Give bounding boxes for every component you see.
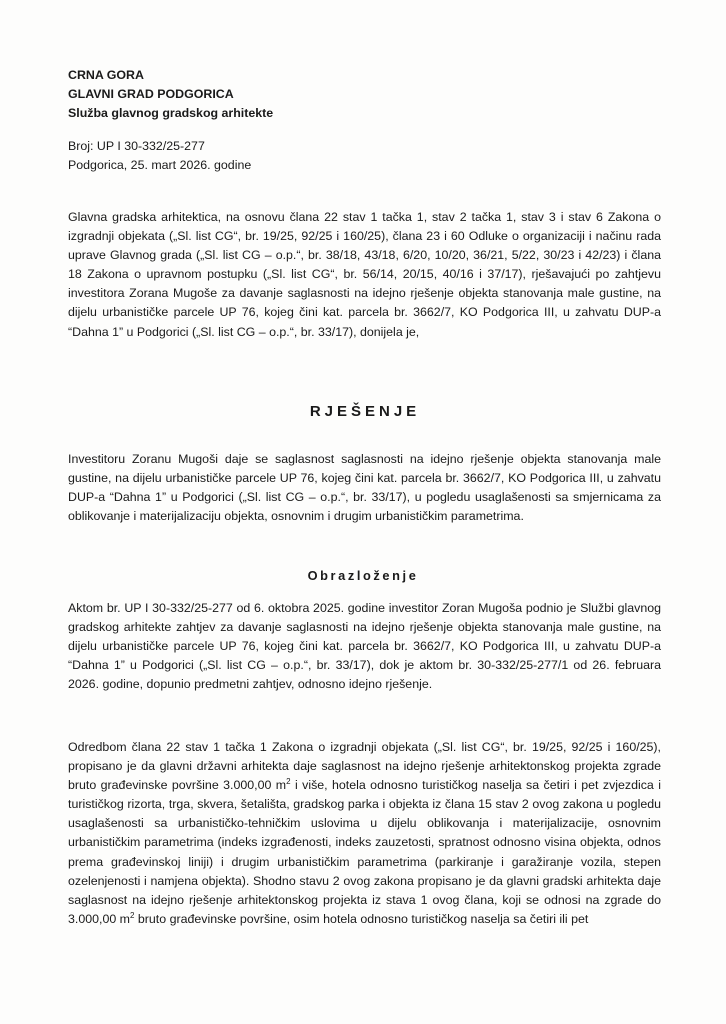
superscript-2: 2	[130, 910, 135, 920]
issuer-service: Služba glavnog gradskog arhitekte	[68, 106, 274, 120]
reasoning-paragraph-1: Aktom br. UP I 30-332/25-277 od 6. oktobra 2025. godine investitor Zoran Mugoša podnio je Službi glavnog gradskog arhitekte zahtjev za davanje saglasnosti na idejno rješenje objekta stanovanja male gustine, na dijelu urbanističke parcele UP 76, kojeg čini kat. parcela br. 3662/7, KO Podgorica III, u zahvatu DUP-a “Dahna 1” u Podgorici („Sl. list CG – o.p.“, br. 33/17), dok je aktom br. 30-332/25-277/1 od 26. februara 2026. godine, dopunio predmetni zahtjev, odnosno idejno rješenje.	[68, 601, 661, 692]
reasoning-p2-text-2: i više, hotela odnosno turističkog naselja sa četiri i pet zvjezdica i turističkog rizorta, trga, skvera, šetališta, gradskog parka i objekta iz člana 15 stav 2 ovog zakona u pogledu usaglašenosti sa urbanističko-tehničkim uslovima u dijelu oblikovanja i materijalizacije, osnovnim urbanističkim parametrima (indeks izgrađenosti, indeks zauzetosti, spratnost odnosno visina objekta, odnos prema građevinskoj liniji) i drugim urbanističkim parametrima (parkiranje i garažiranje vozila, stepen ozelenjenosti i namjena objekta). Shodno stavu 2 ovog zakona propisano je da glavni gradski arhitekta daje saglasnost na idejno rješenje arhitektonskog projekta iz stava 1 ovog člana, koji se odnosi na zgrade do 3.000,00 m	[68, 778, 661, 926]
issuer-country: CRNA GORA	[68, 68, 144, 82]
decision-title: RJEŠENJE	[309, 403, 421, 420]
intro-paragraph: Glavna gradska arhitektica, na osnovu člana 22 stav 1 tačka 1, stav 2 tačka 1, stav 3 i stav 6 Zakona o izgradnji objekata („Sl. list CG“, br. 19/25, 92/25 i 160/25), člana 23 i 60 Odluke o organizaciji i načinu rada uprave Glavnog grada („Sl. list CG – o.p.“, br. 38/18, 43/18, 6/20, 10/20, 36/21, 5/22, 30/23 i 42/23) i člana 18 Zakona o upravnom postupku („Sl. list CG“, br. 56/14, 20/15, 40/16 i 37/17), rješavajući po zahtjevu investitora Zorana Mugoše za davanje saglasnosti na idejno rješenje objekta stanovanja male gustine, na dijelu urbanističke parcele UP 76, kojeg čini kat. parcela br. 3662/7, KO Podgorica III, u zahvatu DUP-a “Dahna 1” u Podgorici („Sl. list CG – o.p.“, br. 33/17), donijela je,	[68, 210, 661, 339]
reasoning-title: Obrazloženje	[307, 568, 419, 583]
document-number: Broj: UP I 30-332/25-277	[68, 139, 205, 153]
decision-paragraph: Investitoru Zoranu Mugoši daje se saglasnost saglasnosti na idejno rješenje objekta stanovanja male gustine, na dijelu urbanističke parcele UP 76, kojeg čini kat. parcela br. 3662/7, KO Podgorica III, u zahvatu DUP-a “Dahna 1” u Podgorici („Sl. list CG – o.p.“, br. 33/17), u pogledu usaglašenosti sa smjernicama za oblikovanje i materijalizaciju objekta, osnovnim i drugim urbanističkim parametrima.	[68, 452, 661, 524]
issuer-city: GLAVNI GRAD PODGORICA	[68, 87, 234, 101]
reasoning-p2-text-3: bruto građevinske površine, osim hotela odnosno turističkog naselja sa četiri ili pet	[134, 911, 589, 926]
superscript-2: 2	[286, 777, 291, 787]
document-meta	[68, 137, 251, 175]
reasoning-paragraph-2	[68, 738, 661, 929]
reasoning-p2-text-1: Odredbom člana 22 stav 1 tačka 1 Zakona o izgradnji objekata („Sl. list CG“, br. 19/25, 92/25 i 160/25), propisano je da glavni državni arhitekta daje saglasnost na idejno rješenje arhitektonskog projekta zgrade bruto građevinske površine 3.000,00 m	[68, 740, 661, 793]
issuer-header	[68, 66, 273, 123]
document-place-date: Podgorica, 25. mart 2026. godine	[68, 158, 252, 172]
